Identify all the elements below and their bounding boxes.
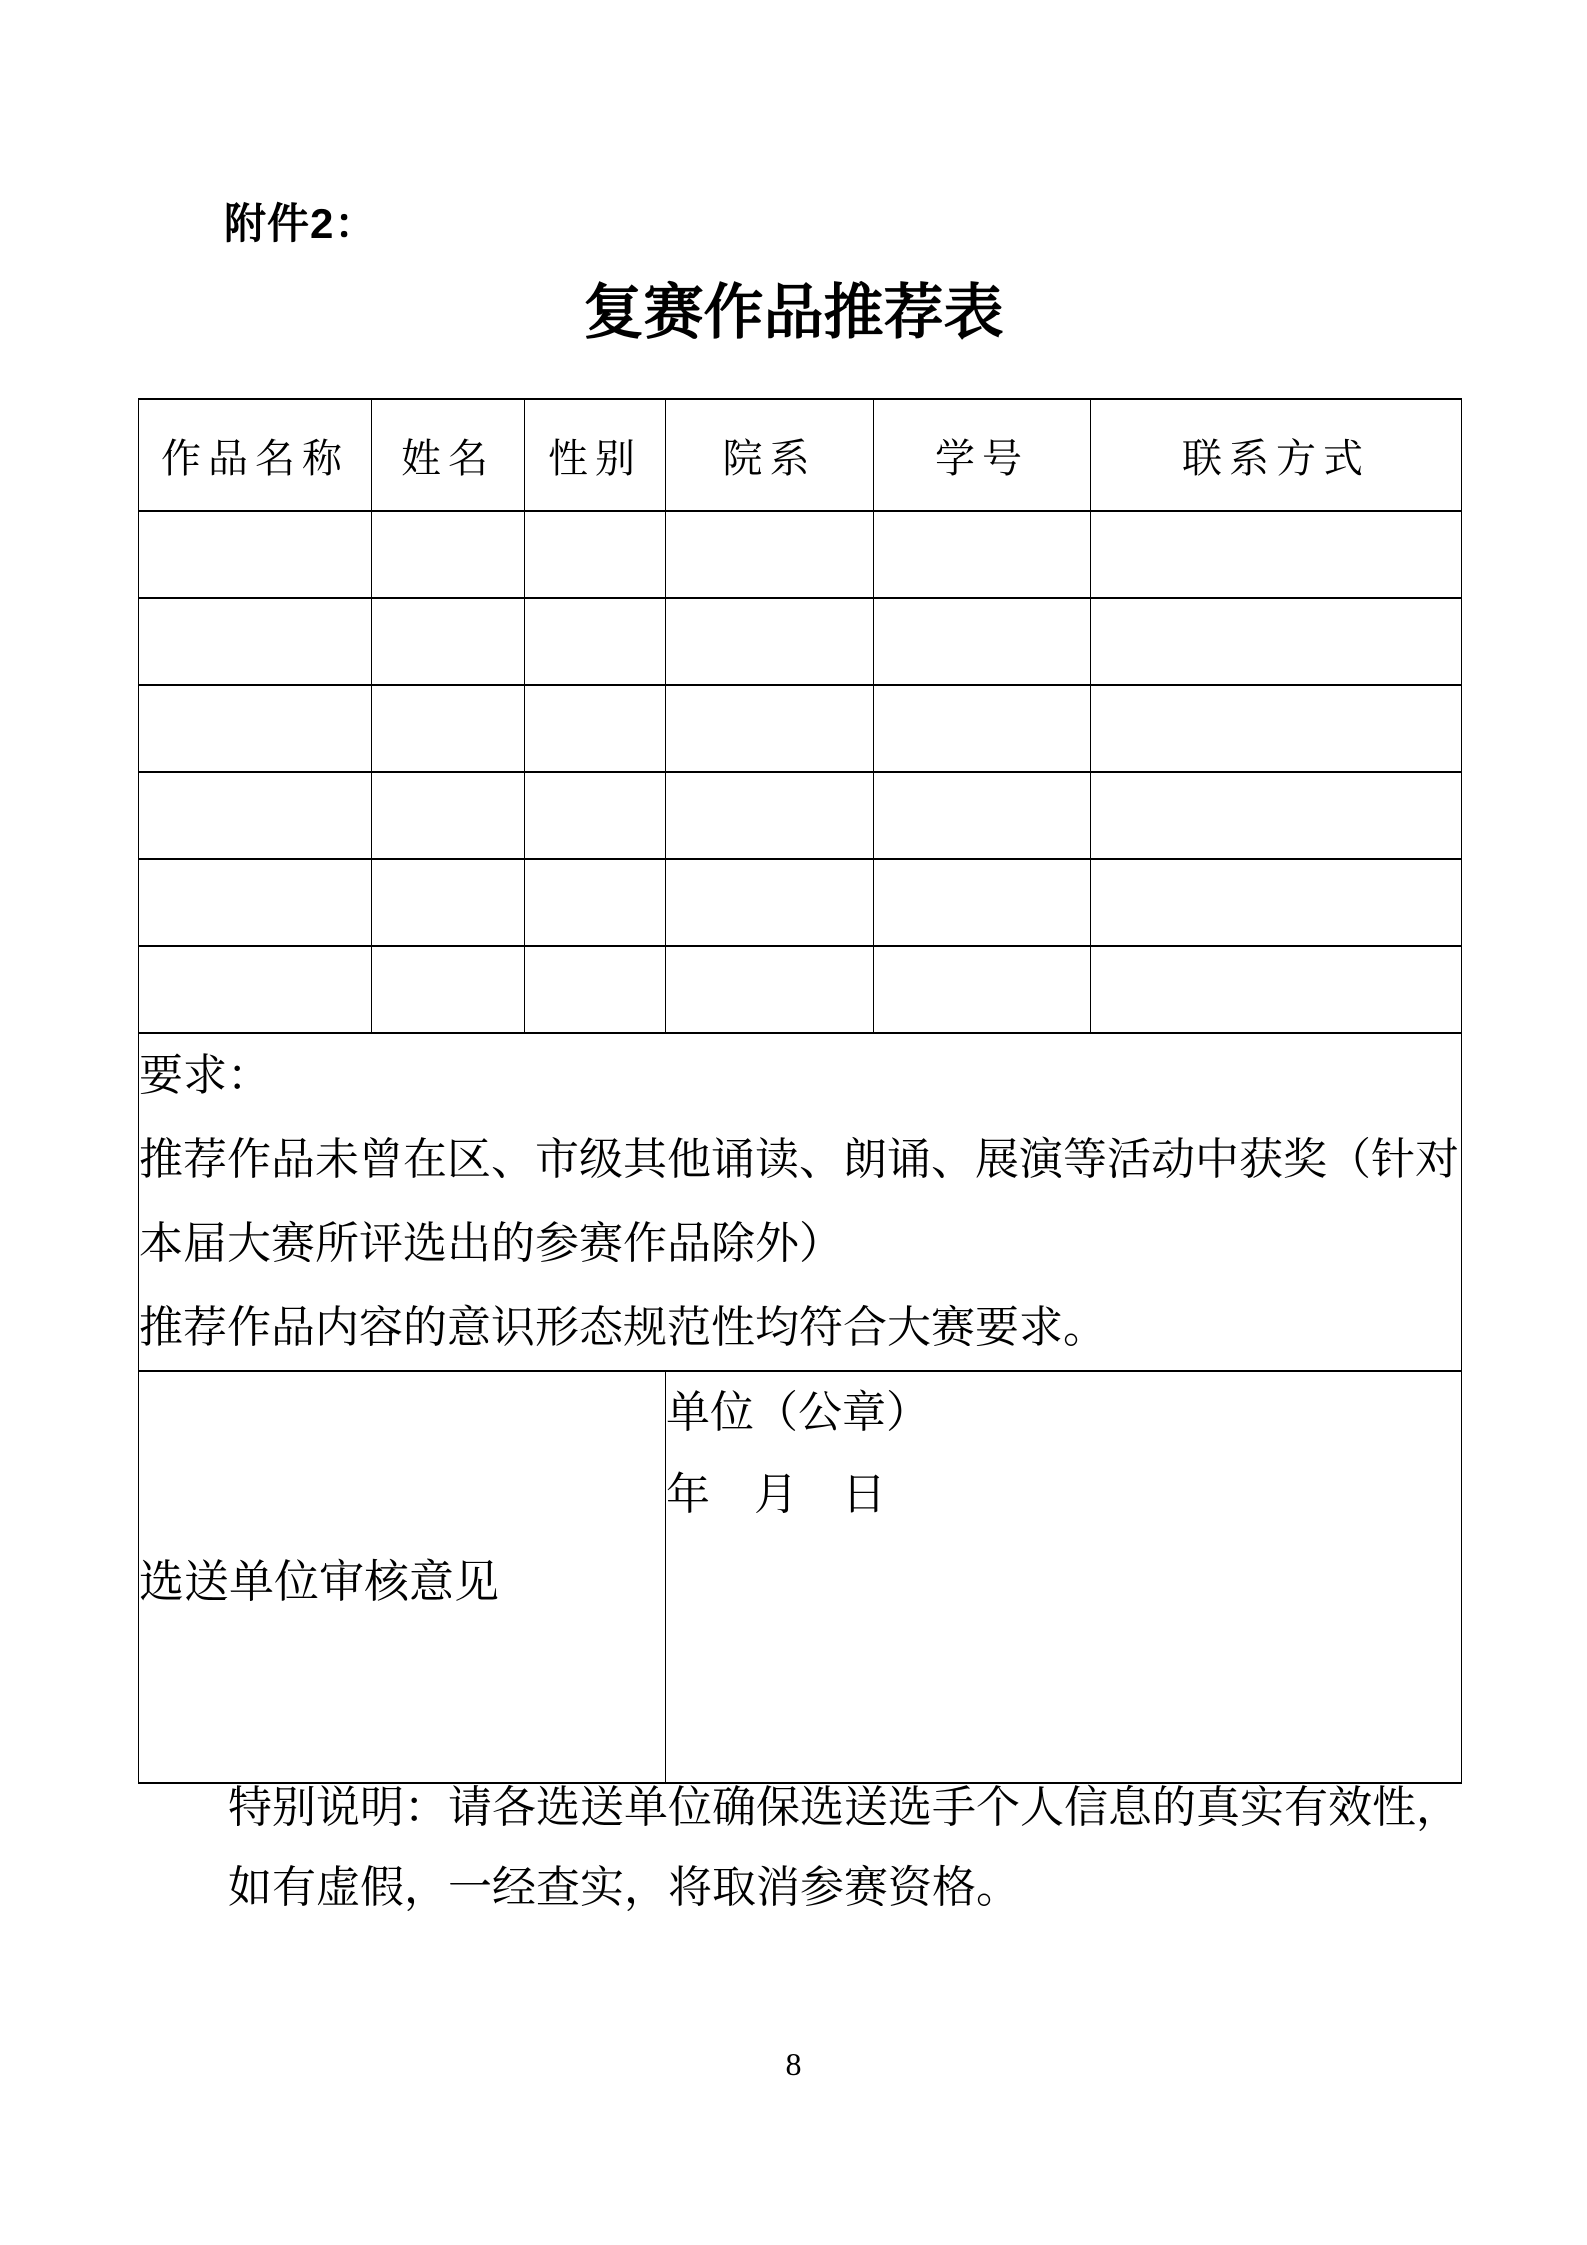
- empty-cell: [874, 946, 1091, 1033]
- special-note: [228, 1768, 1468, 1928]
- requirements-heading: 要求：: [139, 1051, 271, 1100]
- review-signature-cell: [666, 1371, 1462, 1783]
- table-row: [139, 511, 1462, 598]
- empty-cell: [139, 859, 372, 946]
- empty-cell: [874, 685, 1091, 772]
- unit-seal-line: 单位（公章）: [666, 1388, 930, 1437]
- empty-cell: [666, 946, 874, 1033]
- empty-cell: [1091, 859, 1462, 946]
- page-title: 复赛作品推荐表: [583, 280, 1004, 346]
- empty-cell: [139, 946, 372, 1033]
- review-opinion-cell: [139, 1371, 666, 1783]
- special-note-line: 特别说明：请各选送单位确保选送选手个人信息的真实有效性，: [228, 1783, 1460, 1832]
- review-row: [139, 1371, 1462, 1783]
- requirements-cell: [139, 1033, 1462, 1371]
- empty-cell: [139, 598, 372, 685]
- empty-cell: [666, 511, 874, 598]
- empty-cell: [874, 859, 1091, 946]
- empty-cell: [874, 772, 1091, 859]
- empty-cell: [372, 946, 525, 1033]
- empty-cell: [525, 685, 666, 772]
- empty-cell: [1091, 511, 1462, 598]
- col-header-contact: 联系方式: [1091, 399, 1462, 511]
- empty-cell: [525, 946, 666, 1033]
- empty-cell: [666, 859, 874, 946]
- empty-cell: [139, 511, 372, 598]
- requirements-line: 推荐作品内容的意识形态规范性均符合大赛要求。: [139, 1303, 1107, 1352]
- empty-cell: [1091, 772, 1462, 859]
- table-row: [139, 685, 1462, 772]
- empty-cell: [666, 772, 874, 859]
- col-header-gender: 性别: [525, 399, 666, 511]
- empty-cell: [874, 511, 1091, 598]
- empty-cell: [666, 685, 874, 772]
- empty-cell: [525, 511, 666, 598]
- date-line: 年 月 日: [666, 1470, 886, 1519]
- recommendation-table: [138, 398, 1462, 1784]
- attachment-label: 附件2：: [224, 200, 378, 247]
- requirements-line: 推荐作品未曾在区、市级其他诵读、朗诵、展演等活动中获奖（针对: [139, 1135, 1459, 1184]
- table-row: [139, 946, 1462, 1033]
- empty-cell: [525, 772, 666, 859]
- empty-cell: [372, 511, 525, 598]
- review-opinion-label: 选送单位审核意见: [139, 1556, 500, 1607]
- col-header-department: 院系: [666, 399, 874, 511]
- requirements-line: 本届大赛所评选出的参赛作品除外）: [139, 1219, 843, 1268]
- empty-cell: [139, 685, 372, 772]
- empty-cell: [525, 598, 666, 685]
- special-note-line: 如有虚假，一经查实，将取消参赛资格。: [228, 1863, 1020, 1912]
- requirements-row: [139, 1033, 1462, 1371]
- empty-cell: [372, 859, 525, 946]
- table-row: [139, 859, 1462, 946]
- table-row: [139, 772, 1462, 859]
- page-number: 8: [785, 2046, 802, 2082]
- empty-cell: [372, 598, 525, 685]
- empty-cell: [1091, 685, 1462, 772]
- empty-cell: [372, 772, 525, 859]
- empty-cell: [139, 772, 372, 859]
- empty-cell: [874, 598, 1091, 685]
- table-header-row: [139, 399, 1462, 511]
- empty-cell: [525, 859, 666, 946]
- empty-cell: [1091, 598, 1462, 685]
- empty-cell: [666, 598, 874, 685]
- empty-cell: [1091, 946, 1462, 1033]
- col-header-student-id: 学号: [874, 399, 1091, 511]
- col-header-name: 姓名: [372, 399, 525, 511]
- empty-cell: [372, 685, 525, 772]
- col-header-work-title: 作品名称: [139, 399, 372, 511]
- table-row: [139, 598, 1462, 685]
